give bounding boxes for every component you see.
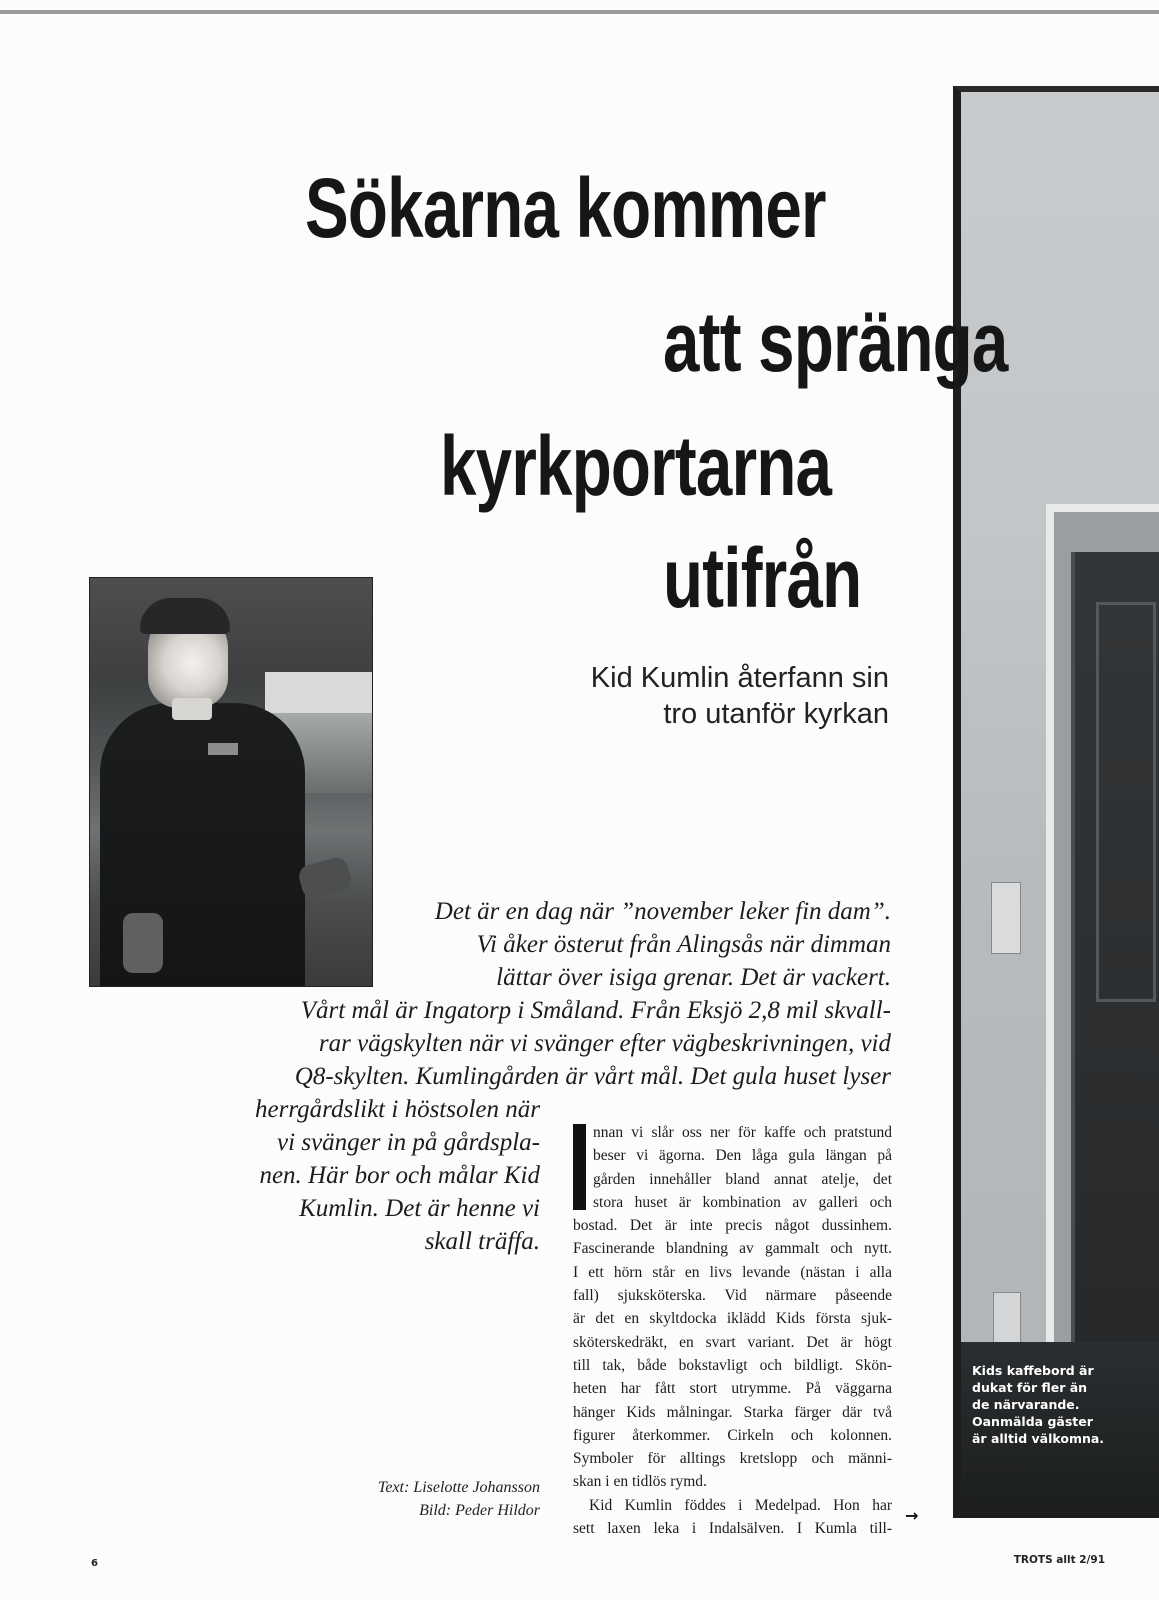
intro-line: herrgårdslikt i höstsolen när [255, 1096, 540, 1123]
page-number: 6 [91, 1558, 98, 1569]
door-panel [1096, 602, 1156, 1002]
intro-line: vi svänger in på gårdspla- [277, 1129, 540, 1156]
body-line: gården innehåller bland annat atelje, det [593, 1170, 892, 1188]
photo-window-light [265, 672, 373, 716]
body-line: Fascinerande blandning av gammalt och nytt. [573, 1240, 892, 1258]
intro-line: rar vägskylten när vi svänger efter vägbeskrivningen, vid [318, 1030, 891, 1057]
body-line: Kid Kumlin föddes i Medelpad. Hon har [589, 1496, 892, 1514]
photo-figure-hand [296, 855, 353, 901]
body-line: beser vi ägorna. Den låga gula längan på [593, 1147, 892, 1165]
intro-line: Vårt mål är Ingatorp i Småland. Från Eksjö 2,8 mil skvall- [300, 997, 891, 1024]
body-line: sett laxen leka i Indalsälven. I Kumla till- [573, 1520, 892, 1538]
magazine-footer: TROTS allt 2/91 [1013, 1554, 1105, 1566]
body-line: bostad. Det är inte precis något dussinhem. [573, 1217, 892, 1235]
body-line: figurer återkommer. Cirkeln och kolonnen. [573, 1426, 892, 1444]
subhead-line-1: Kid Kumlin återfann sin [590, 662, 889, 694]
caption-line: Kids kaffebord är [972, 1363, 1094, 1378]
body-line: är det en skyltdocka iklädd Kids första sjuk- [573, 1310, 892, 1328]
body-line: I ett hörn står en livs levande (nästan i alla [573, 1263, 892, 1281]
body-line: Symboler för alltings kretslopp och männi- [573, 1450, 892, 1468]
top-scan-edge [0, 10, 1159, 14]
intro-line: Vi åker österut från Alingsås när dimman [476, 931, 891, 958]
intro-line: Kumlin. Det är henne vi [299, 1195, 540, 1222]
body-text-column [573, 1121, 892, 1540]
body-line: till tak, både bokstavligt och bildligt. Skön- [573, 1356, 892, 1374]
headline-line-1: Sökarna kommer [305, 161, 826, 255]
wall-outlet [993, 1292, 1021, 1348]
caption-line: dukat för fler än [972, 1380, 1088, 1395]
photo-figure-badge [208, 743, 238, 755]
wall-switch [991, 882, 1021, 954]
caption-line: är alltid välkomna. [972, 1431, 1105, 1446]
portrait-photo-mannequin [89, 577, 373, 987]
continue-arrow-icon: → [905, 1506, 919, 1525]
photo-caption [972, 1362, 1127, 1447]
subhead-line-2: tro utanför kyrkan [663, 698, 889, 730]
byline-text: Text: Liselotte Johansson [377, 1479, 540, 1496]
photo-figure-hand [123, 913, 163, 973]
caption-line: de närvarande. [972, 1397, 1080, 1412]
body-line: skan i en tidlös rymd. [573, 1473, 707, 1491]
body-line: heten har fått stort utrymme. På väggarna [573, 1380, 892, 1398]
caption-line: Oanmälda gäster [972, 1414, 1093, 1429]
body-line: stora huset är kombination av galleri och [593, 1193, 892, 1211]
photo-figure-cap [140, 598, 230, 634]
headline-line-4: utifrån [663, 531, 862, 625]
byline-photo: Bild: Peder Hildor [419, 1502, 540, 1519]
intro-line: Q8-skylten. Kumlingården är vårt mål. Det gula huset lyser [294, 1063, 891, 1090]
body-line: hänger Kids målningar. Starka färger där två [573, 1403, 892, 1421]
subheadline [591, 660, 889, 732]
headline-line-2: att spränga [663, 295, 1008, 389]
body-line: fall) sjuksköterska. Vid närmare påseende [573, 1287, 892, 1305]
intro-line: skall träffa. [424, 1228, 540, 1255]
intro-line: nen. Här bor och målar Kid [259, 1162, 540, 1189]
intro-line: lättar över isiga grenar. Det är vackert. [496, 964, 891, 991]
photo-figure-collar [172, 698, 212, 720]
byline [378, 1476, 540, 1522]
body-line: nnan vi slår oss ner för kaffe och pratstund [593, 1124, 892, 1141]
headline-line-3: kyrkportarna [440, 419, 832, 513]
intro-line: Det är en dag när ”november leker fin dam”. [434, 898, 891, 925]
body-line: sköterskedräkt, en svart variant. Det är högt [573, 1333, 892, 1351]
